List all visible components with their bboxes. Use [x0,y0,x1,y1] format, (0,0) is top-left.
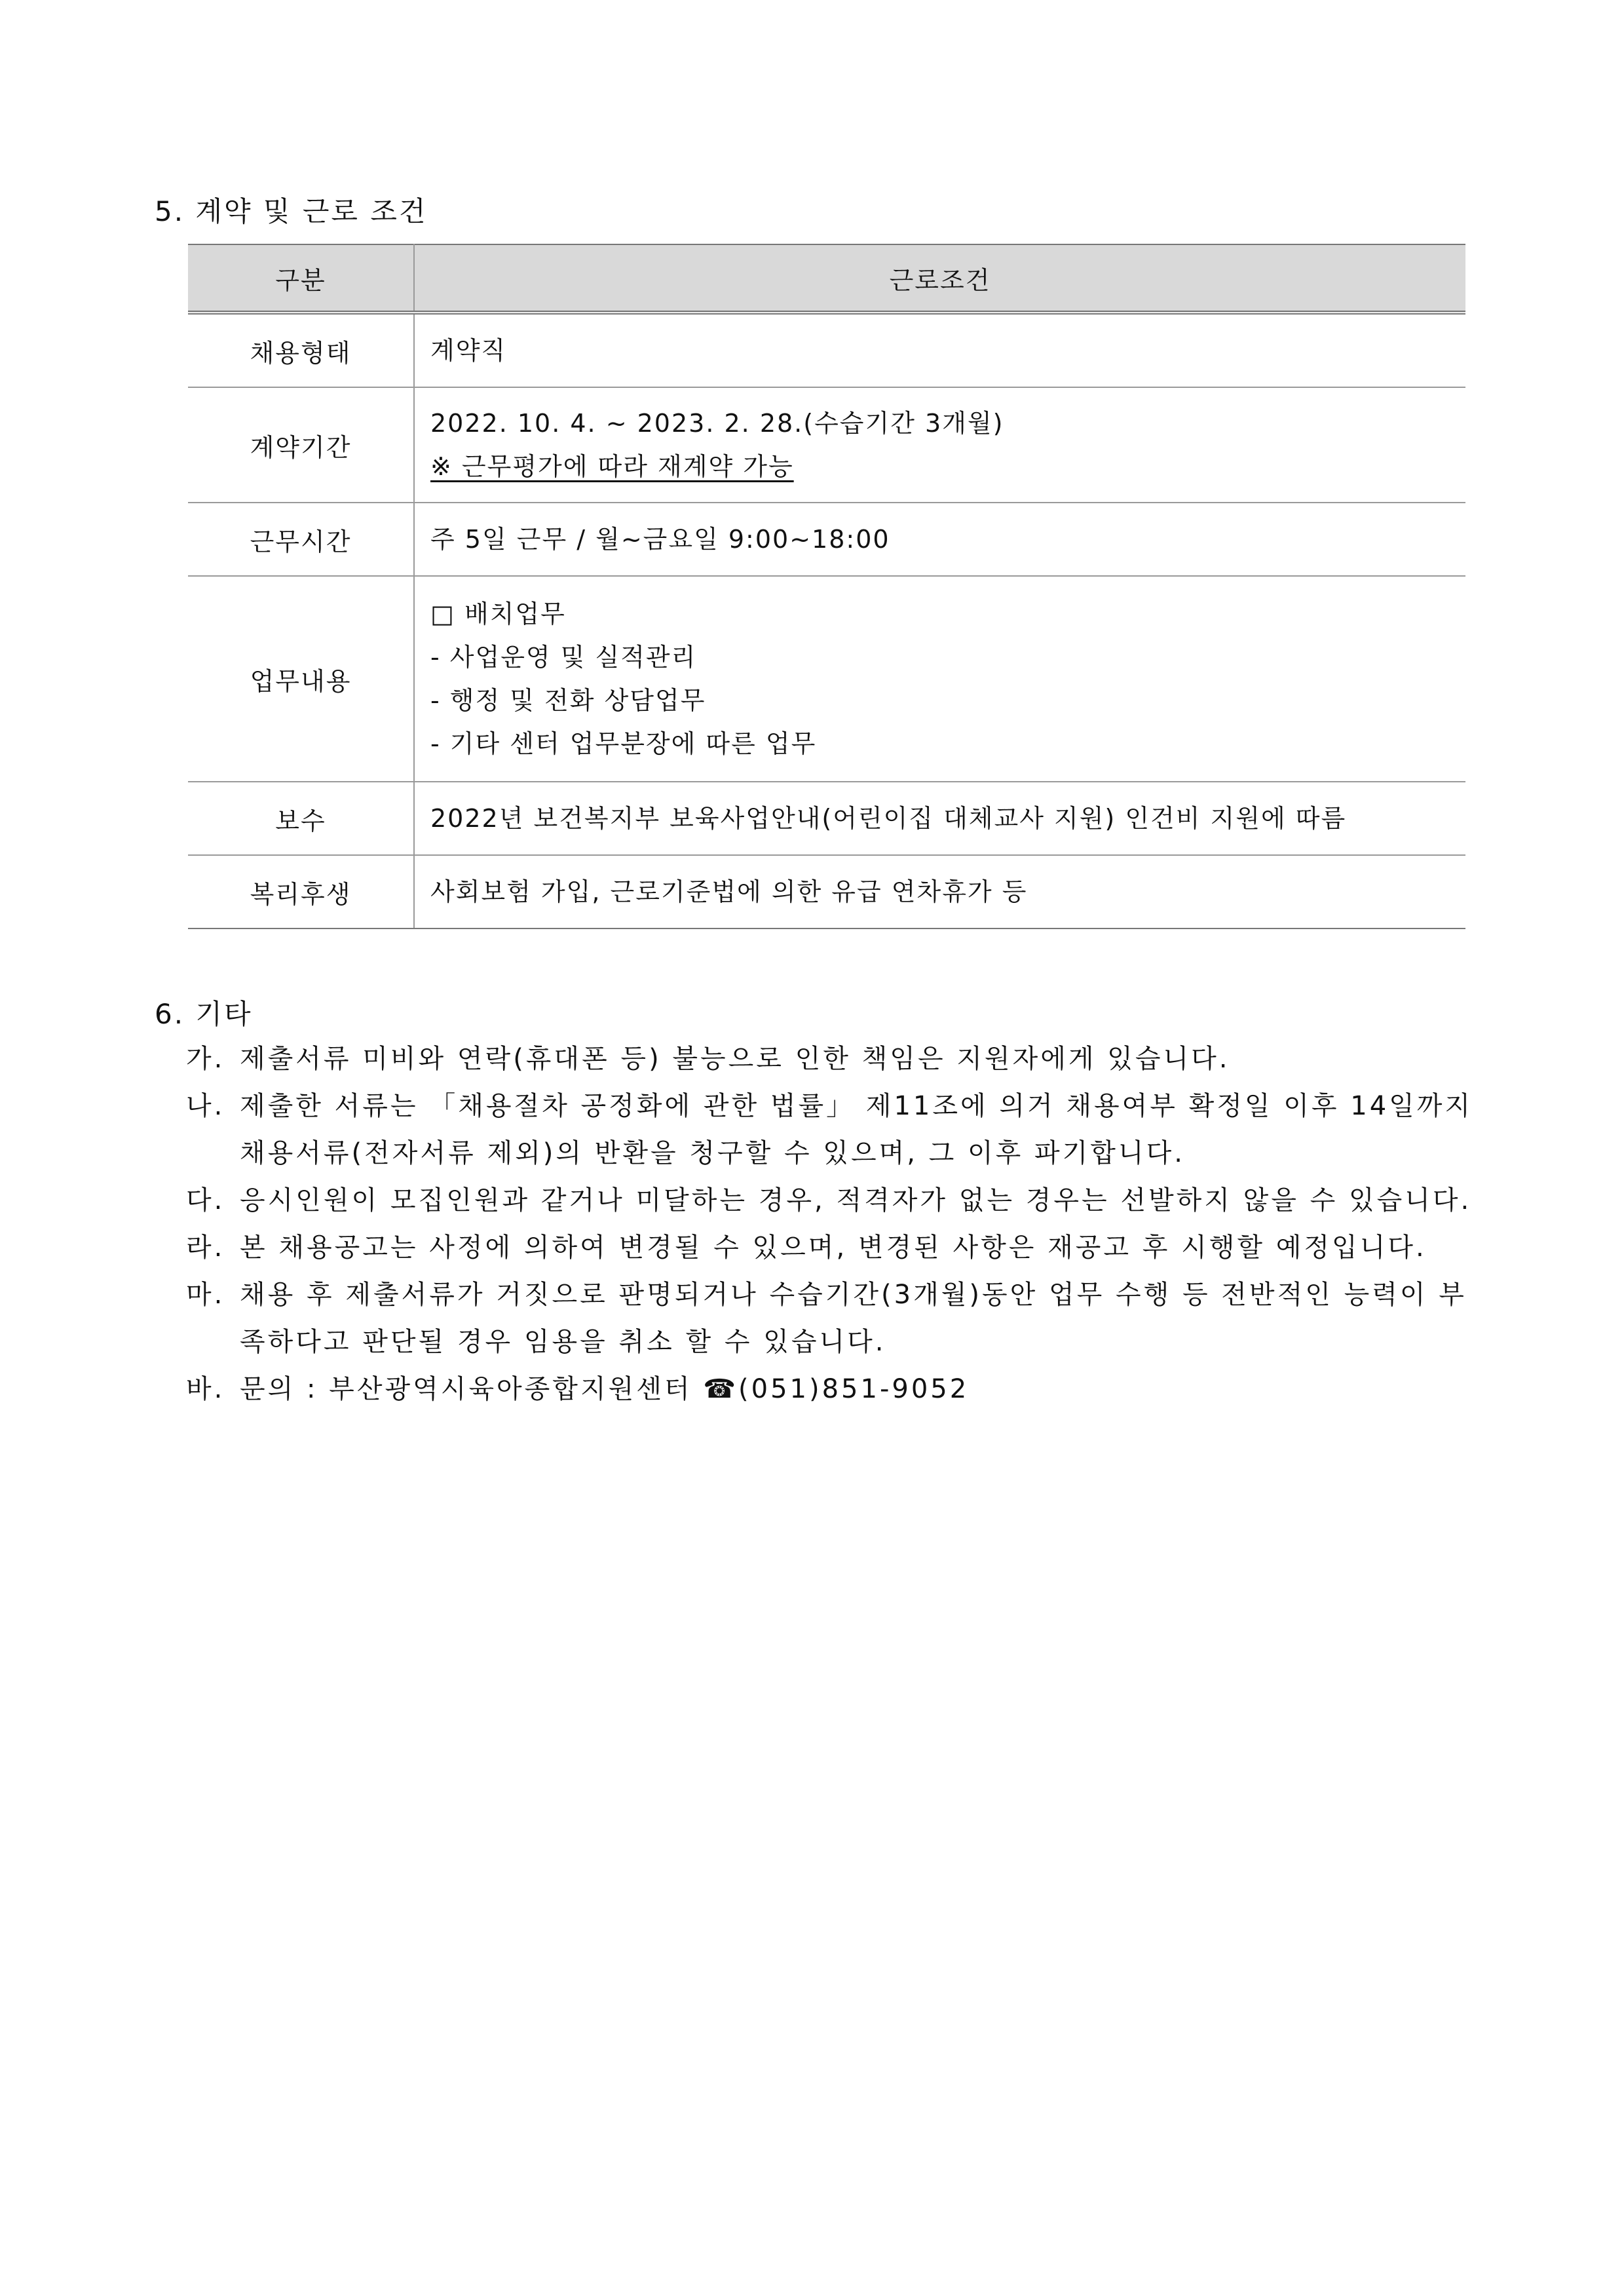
work-conditions-table [188,244,1465,929]
table-row-duties [188,576,1465,782]
duty-heading: □ 배치업무 [430,600,566,628]
row-value [414,313,1465,387]
item-marker: 마. [186,1280,225,1310]
row-label: 채용형태 [188,313,414,387]
row-label: 보수 [188,782,414,855]
row-value [414,387,1465,503]
item-marker: 나. [186,1091,225,1121]
item-text: 채용 후 제출서류가 거짓으로 판명되거나 수습기간(3개월)동안 업무 수행 등 전반적인 능력이 부족하다고 판단될 경우 임용을 취소 할 수 있습니다. [240,1280,1467,1357]
item-text: 응시인원이 모집인원과 같거나 미달하는 경우, 적격자가 없는 경우는 선발하지 않을 수 있습니다. [240,1185,1472,1215]
table-row-salary [188,782,1465,855]
other-notes-list [186,1035,1483,1413]
list-item [186,1035,1483,1082]
section-5-title: 5. 계약 및 근로 조건 [155,195,428,227]
list-item [186,1082,1483,1177]
value-line: 2022년 보건복지부 보육사업안내(어린이집 대체교사 지원) 인건비 지원에 따름 [430,804,1347,833]
table-row-contract-period [188,387,1465,503]
header-category: 구분 [188,244,414,313]
item-text: 본 채용공고는 사정에 의하여 변경될 수 있으며, 변경된 사항은 재공고 후 시행할 예정입니다. [240,1233,1427,1263]
table-row-employment-type [188,313,1465,387]
table-row-work-hours [188,503,1465,576]
section-6-title: 6. 기타 [155,998,253,1030]
list-item [186,1271,1483,1366]
item-marker: 가. [186,1044,225,1074]
row-label: 근무시간 [188,503,414,576]
item-marker: 라. [186,1233,225,1263]
list-item-contact [186,1366,1483,1413]
row-label: 업무내용 [188,576,414,782]
duty-item: - 행정 및 전화 상담업무 [430,686,706,715]
item-marker: 다. [186,1185,225,1215]
row-value [414,576,1465,782]
table-header-row [188,244,1465,313]
header-conditions: 근로조건 [414,244,1465,313]
duty-item: - 사업운영 및 실적관리 [430,643,697,672]
item-text: 제출한 서류는 「채용절차 공정화에 관한 법률」 제11조에 의거 채용여부 확정일 이후 14일까지 채용서류(전자서류 제외)의 반환을 청구할 수 있으며, 그 이후 파기합니다. [240,1091,1473,1168]
list-item [186,1224,1483,1271]
row-value [414,503,1465,576]
value-line: 사회보험 가입, 근로기준법에 의한 유급 연차휴가 등 [430,877,1028,906]
item-text: 문의 : 부산광역시육아종합지원센터 ☎(051)851-9052 [240,1374,970,1404]
list-item [186,1177,1483,1224]
row-label: 계약기간 [188,387,414,503]
table-row-benefits [188,855,1465,928]
item-text: 제출서류 미비와 연락(휴대폰 등) 불능으로 인한 책임은 지원자에게 있습니다. [240,1044,1230,1074]
row-label: 복리후생 [188,855,414,928]
value-line: 계약직 [430,336,507,365]
item-marker: 바. [186,1374,225,1404]
row-value [414,855,1465,928]
renewal-note: ※ 근무평가에 따라 재계약 가능 [430,452,794,481]
value-line: 주 5일 근무 / 월~금요일 9:00~18:00 [430,525,890,554]
value-line: 2022. 10. 4. ~ 2023. 2. 28.(수습기간 3개월) [430,409,1004,438]
duty-item: - 기타 센터 업무분장에 따른 업무 [430,729,817,758]
row-value [414,782,1465,855]
